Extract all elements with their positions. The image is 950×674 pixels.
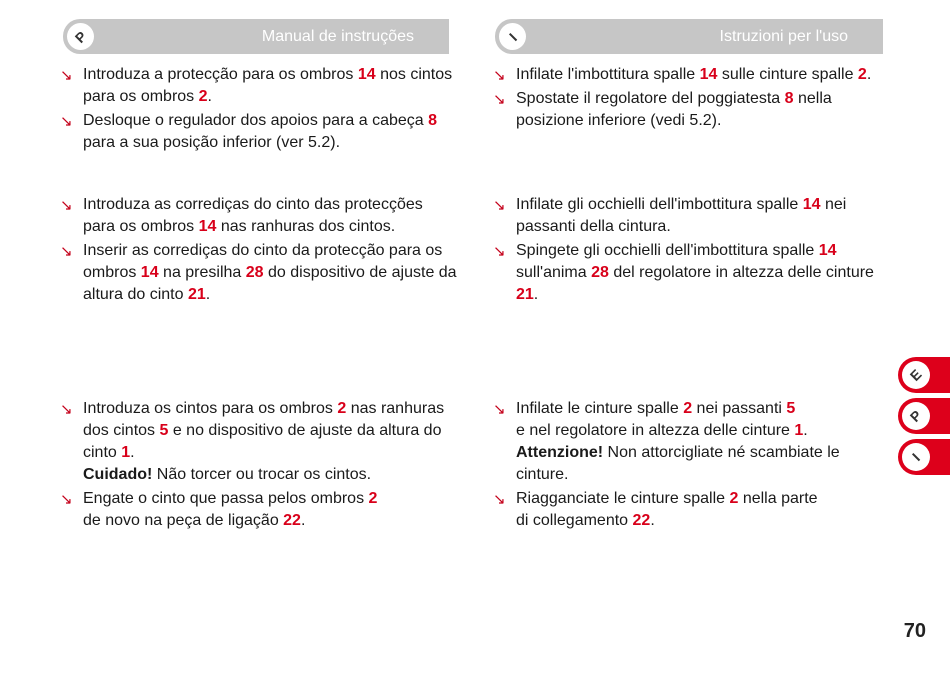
part-number: 14: [802, 196, 821, 213]
part-number: 21: [516, 286, 534, 303]
left-block-3: [58, 398, 458, 534]
arrow-bullet-icon: ↘: [493, 401, 506, 418]
part-number: 28: [591, 264, 609, 281]
part-number: 14: [818, 242, 837, 259]
part-number: 14: [198, 218, 217, 235]
part-number: 2: [337, 400, 347, 417]
arrow-bullet-icon: ↘: [60, 491, 73, 508]
arrow-bullet-icon: ↘: [493, 67, 506, 84]
page-number: 70: [903, 620, 926, 642]
instruction-item: ↘ Desloque o regulador dos apoios para a cabeça 8 para a sua posição inferior (ver 5.2).: [60, 112, 438, 151]
arrow-bullet-icon: ↘: [60, 401, 73, 418]
part-number: 1: [794, 422, 804, 439]
language-badge-p: P: [67, 23, 94, 50]
part-number: 8: [784, 90, 794, 107]
arrow-bullet-icon: ↘: [493, 243, 506, 260]
instruction-item: ↘ Introduza os cintos para os ombros 2 nas ranhuras dos cintos 5 e no dispositivo de ajuste da altura do cinto 1. Cuidado! Não torcer ou trocar os cintos.: [60, 400, 445, 483]
side-tab-label: P: [907, 407, 925, 425]
part-number: 14: [140, 264, 159, 281]
side-tab-i[interactable]: [898, 439, 950, 475]
side-tab-p[interactable]: [898, 398, 950, 434]
part-number: 2: [368, 490, 378, 507]
part-number: 8: [428, 112, 438, 129]
left-block-1: [58, 64, 458, 156]
arrow-bullet-icon: ↘: [60, 67, 73, 84]
instruction-item: ↘ Introduza as corrediças do cinto das protecções para os ombros 14 nas ranhuras dos cintos.: [60, 196, 423, 235]
arrow-bullet-icon: ↘: [60, 243, 73, 260]
side-tab-label: E: [907, 366, 925, 384]
instruction-item: ↘ Introduza a protecção para os ombros 14 nos cintos para os ombros 2.: [60, 66, 453, 105]
part-number: 22: [283, 512, 301, 529]
arrow-bullet-icon: ↘: [493, 91, 506, 108]
part-number: 2: [683, 400, 693, 417]
side-tab-e[interactable]: [898, 357, 950, 393]
part-number: 14: [357, 66, 376, 83]
instruction-item: ↘ Infilate le cinture spalle 2 nei passanti 5 e nel regolatore in altezza delle cinture 1. Attenzione! Non attorcigliate né scambiate le cinture.: [493, 400, 840, 483]
arrow-bullet-icon: ↘: [493, 491, 506, 508]
arrow-bullet-icon: ↘: [60, 113, 73, 130]
right-block-1: [491, 64, 891, 134]
part-number: 22: [632, 512, 651, 529]
part-number: 1: [121, 444, 131, 461]
part-number: 14: [699, 66, 718, 83]
instruction-item: ↘ Spingete gli occhielli dell'imbottitura spalle 14 sull'anima 28 del regolatore in altezza delle cinture 21.: [493, 242, 874, 303]
right-header-title: Istruzioni per l'uso: [719, 28, 848, 45]
right-block-2: [491, 194, 891, 308]
left-block-2: [58, 194, 458, 308]
left-header-title: Manual de instruções: [261, 28, 414, 45]
part-number: 5: [159, 422, 169, 439]
part-number: 28: [245, 264, 264, 281]
part-number: 2: [198, 88, 208, 105]
language-badge-i: I: [499, 23, 526, 50]
right-block-3: [491, 398, 891, 534]
side-tab-label: I: [908, 449, 924, 465]
arrow-bullet-icon: ↘: [493, 197, 506, 214]
instruction-item: ↘ Riagganciate le cinture spalle 2 nella parte di collegamento 22.: [493, 490, 818, 529]
warning-label: Cuidado!: [83, 466, 153, 483]
instruction-item: ↘ Spostate il regolatore del poggiatesta 8 nella posizione inferiore (vedi 5.2).: [493, 90, 832, 129]
part-number: 2: [729, 490, 739, 507]
instruction-item: ↘ Inserir as corrediças do cinto da protecção para os ombros 14 na presilha 28 do dispositivo de ajuste da altura do cinto 21.: [60, 242, 457, 303]
warning-label: Attenzione!: [516, 444, 604, 461]
part-number: 5: [786, 400, 796, 417]
instruction-item: ↘ Engate o cinto que passa pelos ombros 2 de novo na peça de ligação 22.: [60, 490, 378, 529]
instruction-item: ↘ Infilate gli occhielli dell'imbottitura spalle 14 nei passanti della cintura.: [493, 196, 847, 235]
part-number: 2: [857, 66, 867, 83]
instruction-item: ↘ Infilate l'imbottitura spalle 14 sulle cinture spalle 2.: [491, 64, 891, 86]
part-number: 21: [187, 286, 206, 303]
left-header-bar: [63, 19, 449, 54]
right-header-bar: [495, 19, 883, 54]
arrow-bullet-icon: ↘: [60, 197, 73, 214]
